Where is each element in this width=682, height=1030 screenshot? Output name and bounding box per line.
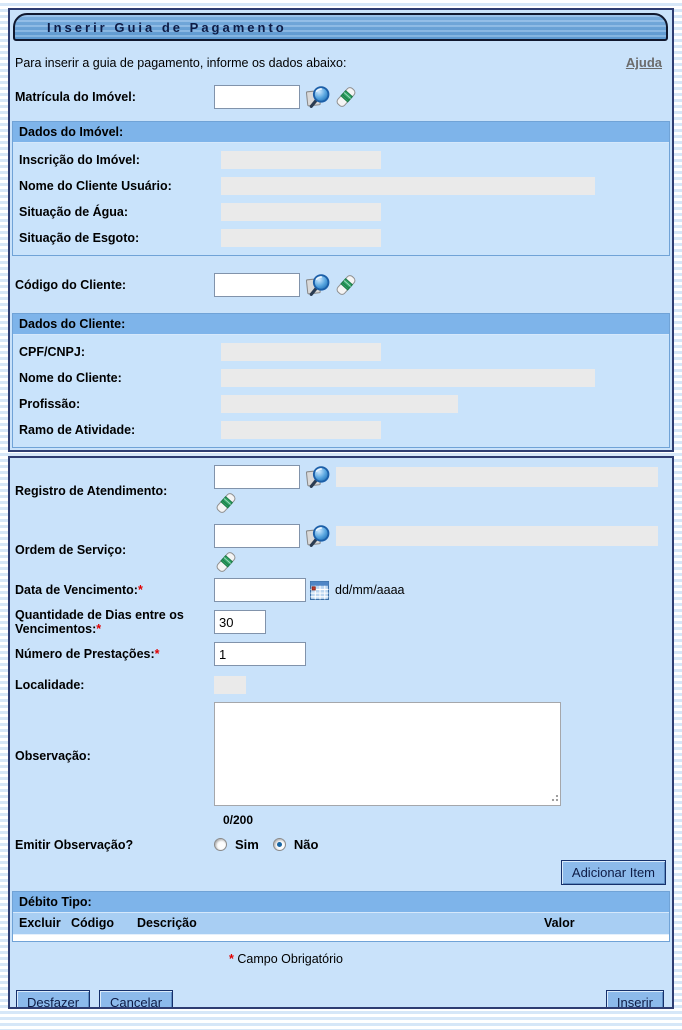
emitir-observacao-row (10, 837, 672, 852)
emitir-sim-label: Sim (235, 837, 259, 852)
cliente-row-nome (13, 369, 669, 387)
column-valor: Valor (544, 916, 575, 930)
debito-tipo-empty-body (13, 934, 669, 941)
data-vencimento-input[interactable] (214, 578, 306, 602)
cliente-row-ramo (13, 421, 669, 439)
required-asterisk: * (96, 622, 102, 636)
data-vencimento-label: Data de Vencimento:* (15, 583, 143, 597)
required-asterisk: * (229, 952, 234, 966)
imovel-section (12, 121, 670, 256)
eraser-icon[interactable] (214, 491, 238, 515)
codigo-cliente-label: Código do Cliente: (15, 277, 127, 292)
date-format-hint: dd/mm/aaaa (335, 583, 405, 597)
emitir-nao-radio[interactable] (273, 838, 286, 851)
situacao-esgoto-value (221, 229, 381, 247)
cliente-section-header: Dados do Cliente: (13, 314, 669, 335)
debito-tipo-column-headers (13, 913, 669, 934)
ordem-servico-input[interactable] (214, 524, 300, 548)
inscricao-value (221, 151, 381, 169)
cliente-row-profissao (13, 395, 669, 413)
cliente-section (12, 313, 670, 448)
adicionar-item-button[interactable]: Adicionar Item (561, 860, 666, 885)
eraser-icon[interactable] (334, 273, 358, 297)
cliente-row-cpf (13, 343, 669, 361)
registro-atendimento-label: Registro de Atendimento: (15, 483, 168, 498)
search-icon[interactable] (304, 523, 330, 548)
debito-tipo-header: Débito Tipo: (13, 892, 669, 913)
registro-atendimento-block (10, 464, 672, 517)
registro-atendimento-display (336, 467, 658, 487)
nome-usuario-label: Nome do Cliente Usuário: (19, 179, 172, 193)
nome-usuario-value (221, 177, 595, 195)
ordem-servico-block (10, 523, 672, 576)
nome-cliente-label: Nome do Cliente: (19, 371, 122, 385)
situacao-agua-value (221, 203, 381, 221)
num-prestacoes-input[interactable] (214, 642, 306, 666)
num-prestacoes-label: Número de Prestações:* (15, 647, 160, 661)
required-asterisk: * (137, 583, 143, 597)
profissao-label: Profissão: (19, 397, 81, 411)
eraser-icon[interactable] (214, 550, 238, 574)
required-asterisk: * (154, 647, 160, 661)
matricula-row (10, 84, 672, 109)
imovel-row-nome-usuario (13, 177, 669, 195)
observacao-counter: 0/200 (223, 813, 254, 827)
emitir-nao-label: Não (293, 837, 319, 852)
search-icon[interactable] (304, 464, 330, 489)
search-icon[interactable] (304, 84, 330, 109)
intro-text: Para inserir a guia de pagamento, informe os dados abaixo: (15, 55, 347, 70)
column-descricao: Descrição (137, 916, 197, 930)
required-note-text: Campo Obrigatório (237, 952, 343, 966)
observacao-textarea[interactable] (214, 702, 561, 806)
calendar-icon[interactable] (310, 581, 329, 600)
emitir-sim-radio[interactable] (214, 838, 227, 851)
localidade-label: Localidade: (15, 678, 85, 692)
dias-vencimentos-input[interactable] (214, 610, 266, 634)
codigo-cliente-row (10, 272, 672, 297)
localidade-row (10, 676, 672, 694)
form-panel-top (8, 8, 674, 452)
intro-row (10, 53, 672, 70)
form-panel-bottom (8, 456, 674, 1009)
column-excluir: Excluir (19, 916, 61, 930)
desfazer-button[interactable]: Desfazer (16, 990, 90, 1009)
emitir-observacao-label: Emitir Observação? (15, 837, 134, 852)
matricula-label: Matrícula do Imóvel: (15, 89, 136, 104)
imovel-section-header: Dados do Imóvel: (13, 122, 669, 143)
ramo-atividade-value (221, 421, 381, 439)
profissao-value (221, 395, 458, 413)
debito-tipo-table (12, 891, 670, 942)
localidade-value (214, 676, 246, 694)
situacao-agua-label: Situação de Água: (19, 205, 129, 219)
ordem-servico-label: Ordem de Serviço: (15, 542, 127, 557)
cpf-label: CPF/CNPJ: (19, 345, 85, 359)
codigo-cliente-input[interactable] (214, 273, 300, 297)
inserir-button[interactable]: Inserir (606, 990, 664, 1009)
ramo-atividade-label: Ramo de Atividade: (19, 423, 136, 437)
situacao-esgoto-label: Situação de Esgoto: (19, 231, 140, 245)
cpf-value (221, 343, 381, 361)
help-link[interactable]: Ajuda (625, 55, 662, 70)
page-title: Inserir Guia de Pagamento (13, 13, 668, 41)
nome-cliente-value (221, 369, 595, 387)
dias-vencimentos-row (10, 608, 672, 636)
data-vencimento-row (10, 578, 672, 602)
observacao-row (10, 702, 672, 809)
required-note (8, 952, 617, 966)
adicionar-item-row (10, 860, 672, 885)
ordem-servico-display (336, 526, 658, 546)
dias-vencimentos-label: Quantidade de Dias entre os Vencimentos:* (15, 608, 184, 636)
matricula-input[interactable] (214, 85, 300, 109)
registro-atendimento-input[interactable] (214, 465, 300, 489)
inscricao-label: Inscrição do Imóvel: (19, 153, 140, 167)
footer-buttons-row (10, 990, 672, 1009)
observacao-label: Observação: (15, 748, 91, 763)
imovel-row-situacao-agua (13, 203, 669, 221)
imovel-row-situacao-esgoto (13, 229, 669, 247)
cancelar-button[interactable]: Cancelar (99, 990, 173, 1009)
column-codigo: Código (71, 916, 115, 930)
search-icon[interactable] (304, 272, 330, 297)
imovel-row-inscricao (13, 151, 669, 169)
num-prestacoes-row (10, 642, 672, 666)
eraser-icon[interactable] (334, 85, 358, 109)
